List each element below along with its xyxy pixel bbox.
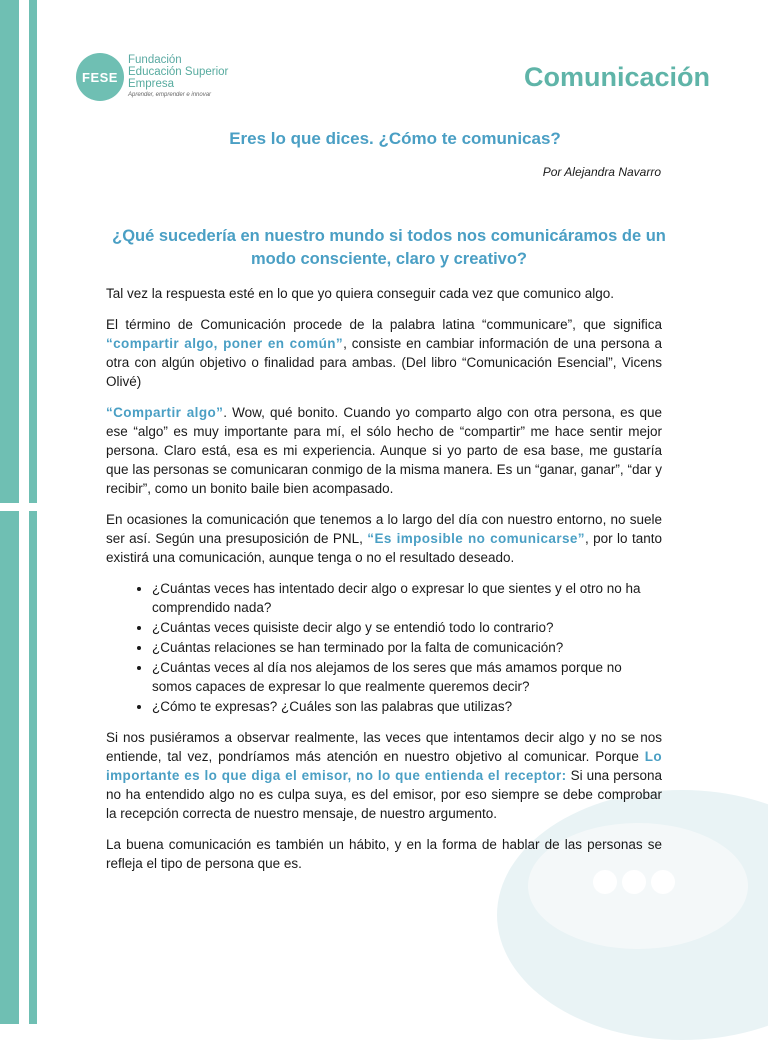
article-question: ¿Qué sucedería en nuestro mundo si todos nos comunicáramos de un modo consciente, claro y creativo? — [112, 227, 666, 268]
text: . Wow, qué bonito. Cuando yo comparto algo con otra persona, es que ese “algo” es muy importante para mí, el sólo hecho de “compartir” me hace sentir mejor persona. Claro está, esa es mi experiencia. Aunque si yo parto de esa base, me gustaría que las personas se comunicaran conmigo de la misma manera. Es un “ganar, ganar”, “dar y recibir”, como un bonito baile bien acompasado. — [106, 405, 662, 496]
fese-logo-badge: FESE — [76, 53, 124, 101]
highlight: “Es imposible no comunicarse” — [367, 531, 585, 546]
paragraph-4 — [106, 510, 662, 567]
section-title: Comunicación — [523, 62, 710, 92]
fese-logo-text — [128, 54, 228, 100]
paragraph-6: La buena comunicación es también un hábito, y en la forma de hablar de las personas se refleja el tipo de persona que es. — [106, 837, 662, 871]
list-item: • ¿Cómo te expresas? ¿Cuáles son las palabras que utilizas? — [152, 697, 662, 716]
paragraph-5 — [106, 728, 662, 823]
list-item: • ¿Cuántas veces has intentado decir algo o expresar lo que sientes y el otro no ha comprendido nada? — [152, 579, 662, 617]
question-list — [106, 579, 662, 716]
article-body — [106, 284, 662, 885]
text: En ocasiones la comunicación que tenemos a lo largo del día con nuestro entorno, no suele ser así. Según una presuposición de PNL, — [106, 512, 662, 546]
highlight: Lo importante es lo que diga el emisor, no lo que entienda el receptor: — [106, 749, 662, 783]
paragraph-1: Tal vez la respuesta esté en lo que yo quiera conseguir cada vez que comunico algo. — [106, 286, 615, 301]
text: Si nos pusiéramos a observar realmente, las veces que intentamos decir algo y no se nos entiende, tal vez, pondríamos más atención en nuestro objetivo al comunicar. Porque — [106, 730, 662, 764]
article-byline: Por Alejandra Navarro — [542, 165, 661, 179]
list-item: • ¿Cuántas veces al día nos alejamos de los seres que más amamos porque no somos capaces de expresar lo que realmente queremos decir? — [152, 658, 662, 696]
list-item: • ¿Cuántas relaciones se han terminado por la falta de comunicación? — [152, 638, 662, 657]
text: Si una persona no ha entendido algo no es culpa suya, es del emisor, por eso siempre se debe comprobar la recepción correcta de nuestro mensaje, de nuestro argumento. — [106, 768, 662, 821]
text: , consiste en cambiar información de una persona a otra con algún objetivo o finalidad para ambas. (Del libro “Comunicación Esencial”, Vicens Olivé) — [106, 336, 662, 389]
logo-line-3: Empresa — [128, 78, 175, 90]
paragraph-3 — [106, 403, 662, 498]
list-item: • ¿Cuántas veces quisiste decir algo y se entendió todo lo contrario? — [152, 618, 662, 637]
article-title: Eres lo que dices. ¿Cómo te comunicas? — [229, 129, 561, 148]
text: El término de Comunicación procede de la palabra latina “communicare”, que significa — [106, 317, 662, 332]
logo-line-1: Fundación — [128, 54, 182, 66]
highlight: “Compartir algo” — [106, 405, 224, 420]
logo-tagline: Aprender, emprender e innovar — [128, 92, 212, 98]
left-accent-bar-thin — [29, 0, 37, 1024]
paragraph-2 — [106, 315, 662, 391]
left-accent-bar — [0, 0, 19, 1024]
text: , por lo tanto existirá una comunicación, aunque tenga o no el resultado deseado. — [106, 531, 662, 565]
speech-bubble-tail — [672, 985, 722, 1033]
highlight: “compartir algo, poner en común” — [106, 336, 344, 351]
accent-bar-gap — [0, 503, 40, 511]
logo-line-2: Educación Superior — [128, 66, 229, 78]
